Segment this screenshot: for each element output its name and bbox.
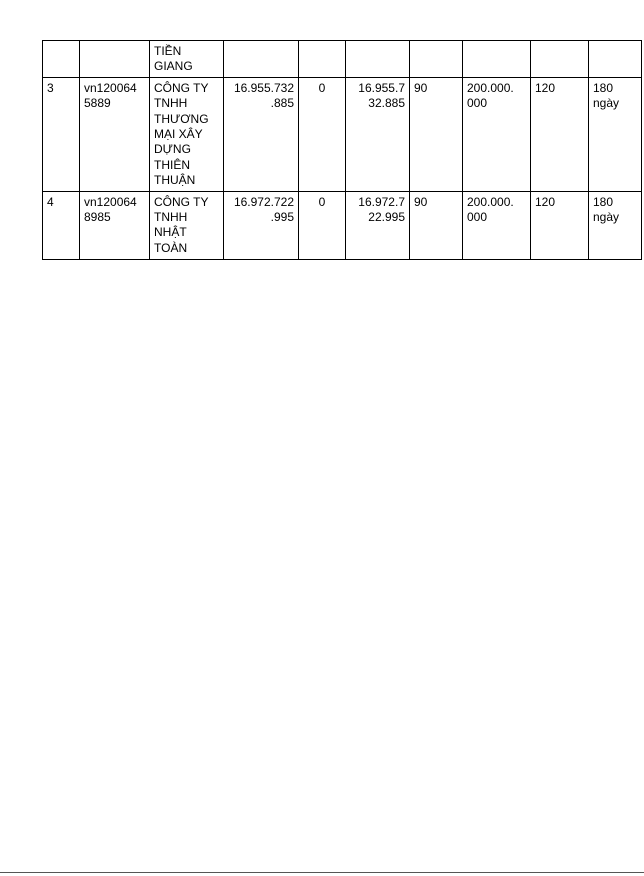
name-line: CÔNG TY (154, 80, 209, 95)
name-line: THUẬN (154, 173, 196, 188)
name-line: THIÊN (154, 157, 190, 172)
name-line: GIANG (154, 59, 193, 74)
bid-price-line: .885 (270, 96, 294, 111)
final-price-line: 22.995 (368, 210, 405, 225)
final-price-line: 16.955.7 (358, 80, 405, 95)
cell-stt (43, 77, 80, 191)
cell-bid-price (224, 77, 299, 191)
cell-guarantee-validity (531, 41, 589, 78)
page-bottom-edge (0, 872, 644, 873)
code-line: 8985 (84, 210, 111, 225)
table-row (43, 77, 642, 191)
cell-code (80, 191, 150, 259)
cell-stt (43, 191, 80, 259)
cell-final-price (346, 41, 410, 78)
discount-value: 0 (318, 194, 326, 209)
cell-final-price (346, 191, 410, 259)
final-price-line: 16.972.7 (358, 194, 405, 209)
validity-value: 90 (414, 194, 428, 209)
cell-name (150, 41, 224, 78)
cell-duration (589, 191, 642, 259)
cell-bid-price (224, 41, 299, 78)
guarantee-line: 200.000. (467, 80, 514, 95)
guarantee-validity-value: 120 (535, 194, 556, 209)
duration-line: 180 (593, 80, 614, 95)
cell-duration (589, 41, 642, 78)
stt-value: 4 (47, 194, 54, 209)
code-line: 5889 (84, 96, 111, 111)
name-line: TOÀN (154, 240, 188, 255)
cell-final-price (346, 77, 410, 191)
name-line: NHẬT (154, 225, 187, 240)
guarantee-line: 000 (467, 210, 488, 225)
cell-stt (43, 41, 80, 78)
bid-results-table (42, 40, 642, 260)
duration-line: 180 (593, 194, 614, 209)
name-line: THƯƠNG (154, 111, 209, 126)
name-line: CÔNG TY (154, 194, 209, 209)
name-line: TNHH (154, 210, 188, 225)
code-line: vn120064 (84, 194, 137, 209)
table-row (43, 191, 642, 259)
cell-guarantee (463, 191, 531, 259)
cell-discount (299, 77, 346, 191)
cell-duration (589, 77, 642, 191)
final-price-line: 32.885 (368, 96, 405, 111)
cell-discount (299, 191, 346, 259)
stt-value: 3 (47, 80, 54, 95)
cell-discount (299, 41, 346, 78)
cell-name (150, 77, 224, 191)
guarantee-validity-value: 120 (535, 80, 556, 95)
guarantee-line: 200.000. (467, 194, 514, 209)
cell-guarantee (463, 41, 531, 78)
duration-line: ngày (593, 96, 620, 111)
name-line: DỰNG (154, 142, 191, 157)
cell-code (80, 41, 150, 78)
code-line: vn120064 (84, 80, 137, 95)
cell-bid-price (224, 191, 299, 259)
cell-validity (410, 191, 463, 259)
cell-guarantee-validity (531, 191, 589, 259)
name-line: MẠI XÂY (154, 127, 203, 142)
cell-code (80, 77, 150, 191)
guarantee-line: 000 (467, 96, 488, 111)
bid-price-line: 16.972.722 (233, 194, 294, 209)
table-row (43, 41, 642, 78)
discount-value: 0 (318, 80, 326, 95)
name-line: TNHH (154, 96, 188, 111)
name-line: TIỀN (154, 44, 182, 58)
cell-guarantee (463, 77, 531, 191)
duration-line: ngày (593, 210, 620, 225)
cell-name (150, 191, 224, 259)
table-body (43, 41, 642, 260)
cell-validity (410, 41, 463, 78)
validity-value: 90 (414, 80, 428, 95)
bid-price-line: .995 (270, 210, 294, 225)
cell-validity (410, 77, 463, 191)
bid-price-line: 16.955.732 (233, 80, 294, 95)
cell-guarantee-validity (531, 77, 589, 191)
